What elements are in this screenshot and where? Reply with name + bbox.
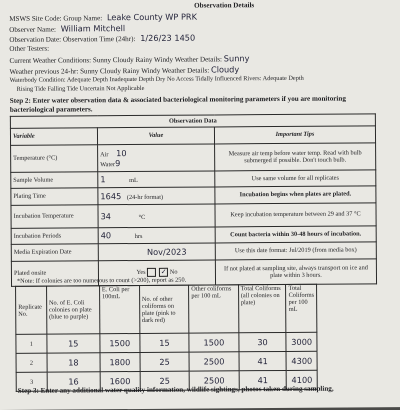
incubation-temp-value: 34 (100, 210, 112, 221)
plating-time-label: Plating Time (11, 188, 98, 205)
sample-volume-label: Sample Volume (11, 171, 98, 188)
plated-onsite-no-checkbox[interactable] (159, 268, 168, 277)
total-per-100ml-cell: 3000 (286, 332, 317, 351)
prev-weather-value: Cloudy (210, 64, 240, 75)
rep-header-ecoli-colonies: No. of E. Coli colonies on plate (blue to purple) (46, 286, 99, 334)
current-weather-value: Sunny (223, 53, 250, 64)
media-expiration-tip: Use this date format: Jul/2019 (from media box) (215, 242, 376, 260)
other-colonies-cell: 15 (140, 333, 190, 352)
other-colonies-cell: 25 (140, 352, 190, 371)
current-weather-label: Current Weather Conditions: Sunny Cloudy Rainy Windy Weather Details: (9, 55, 223, 65)
rep-header-total-colonies: Total Coliforms (all colonies on plate) (238, 284, 286, 332)
ecoli-per-100ml-cell: 1600 (100, 371, 140, 390)
sample-volume-tip: Use same volume for all replicates (215, 169, 376, 187)
air-temp-label: Air (100, 150, 109, 158)
step2-instructions: Step 2: Enter water observation data & associated bacteriological monitoring parameters if you are monitoring bacteriological parameters. (9, 94, 346, 114)
total-colonies-cell: 41 (239, 370, 287, 389)
total-colonies-cell: 30 (239, 332, 287, 351)
ecoli-per-100ml-cell: 1800 (100, 352, 140, 371)
rep-header-other-colonies: No. of other coliforms on plate (pink to dark red) (139, 285, 189, 333)
col-tips: Important Tips (214, 126, 375, 144)
media-expiration-value: Nov/2023 (146, 246, 187, 257)
incubation-temp-row (11, 202, 376, 228)
rep-header-ecoli-per-100ml: E. Coli per 100mL (99, 285, 139, 333)
sample-volume-value: 1 (100, 174, 106, 185)
waterbody-condition-line: Waterbody Condition: Adequate Depth Inadequate Depth Dry No Access Tidally Influenced Rivers: Adequate Depth (9, 74, 304, 84)
water-temp-value: 9 (115, 157, 121, 168)
rep-header-total-per-100ml: Total Coliforms per 100 mL (286, 284, 317, 332)
total-colonies-cell: 41 (239, 351, 287, 370)
air-temp-value: 10 (116, 147, 127, 158)
rep-header-other-per-100ml: Other coliforms per 100 mL (189, 285, 239, 333)
site-code-value: Leake County WP PRK (106, 11, 197, 23)
prev-weather-row (10, 64, 240, 76)
table-row (16, 332, 317, 353)
incubation-period-value: 40 (100, 230, 112, 241)
media-expiration-label: Media Expiration Date (11, 244, 98, 261)
ecoli-colonies-cell: 16 (47, 372, 100, 391)
ecoli-per-100ml-cell: 1500 (100, 333, 140, 352)
site-code-label: MSWS Site Code: Group Name: (9, 14, 103, 23)
water-temp-label: Water (100, 160, 116, 168)
date-row (9, 33, 195, 44)
plating-time-unit: (24-hr format) (126, 193, 164, 201)
site-code-row (9, 12, 197, 23)
observation-data-table (10, 113, 377, 286)
sample-volume-unit: mL (129, 177, 138, 185)
temperature-row (11, 142, 376, 172)
plating-time-value: 1645 (100, 190, 122, 201)
incubation-period-label: Incubation Periods (11, 227, 98, 244)
other-colonies-cell: 25 (140, 371, 190, 390)
step3-instructions: Step 3: Enter any additional water quality information, wildlife sightings, photos taken during sampling, (17, 384, 334, 395)
temperature-label: Temperature (°C) (11, 144, 98, 172)
incubation-temp-label: Incubation Temperature (11, 204, 98, 228)
col-variable: Variable (10, 128, 97, 145)
total-per-100ml-cell: 4100 (287, 370, 318, 389)
plated-onsite-tip: If not plated at sampling site, always transport on ice and plate within 3 hours. (215, 258, 376, 284)
other-per-100ml-cell: 2500 (189, 352, 239, 371)
replicate-table (15, 284, 318, 392)
temperature-values (98, 143, 215, 171)
date-label: Observation Date: Observation Time (24hr): (9, 35, 136, 44)
incubation-period-tip: Count bacteria within 30-48 hours of incubation. (215, 225, 376, 243)
plated-onsite-label: Plated onsite (11, 260, 98, 286)
incubation-period-unit: hrs (134, 233, 143, 241)
prev-weather-label: Weather previous 24-hr: Sunny Cloudy Rainy Windy Weather Details: (9, 66, 210, 76)
table-row (16, 351, 317, 372)
ecoli-colonies-cell: 15 (47, 334, 100, 353)
date-value: 1/26/23 1450 (140, 32, 196, 43)
replicate-number: 2 (16, 353, 47, 372)
plated-onsite-yes-checkbox[interactable] (147, 268, 156, 277)
plating-time-tip: Incubation begins when plates are plated. (215, 186, 376, 204)
incubation-temp-unit: °C (138, 213, 146, 221)
tide-line: Rising Tide Falling Tide Uncertain Not Applicable (16, 84, 145, 93)
replicate-number: 3 (16, 372, 47, 391)
plated-onsite-no-label: No (169, 268, 178, 276)
current-weather-row (9, 53, 249, 65)
ecoli-colonies-cell: 18 (47, 353, 100, 372)
colonies-note: *Note: If colonies are too numerous to count (>200), report as 250. (16, 276, 187, 285)
col-value: Value (97, 127, 214, 144)
observation-table-title: Observation Data (10, 114, 375, 129)
observer-label: Observer Name: (9, 25, 56, 34)
total-per-100ml-cell: 4300 (286, 351, 317, 370)
replicate-number: 1 (16, 334, 47, 353)
incubation-temp-tip: Keep incubation temperature between 29 and 37 °C (215, 202, 376, 226)
check-mark-icon: ✓ (160, 267, 167, 276)
other-per-100ml-cell: 1500 (189, 333, 239, 352)
other-per-100ml-cell: 2500 (189, 371, 239, 390)
other-testers-label: Other Testers: (9, 44, 50, 53)
rep-header-replicate: Replicate No. (16, 286, 47, 334)
plated-onsite-yes-label: Yes (136, 268, 146, 276)
section-title: Observation Details (194, 1, 255, 10)
observer-value: William Mitchell (60, 23, 126, 34)
temperature-tip: Measure air temp before water temp. Read with bulb submerged if possible. Don't touch bulb. (215, 142, 376, 170)
